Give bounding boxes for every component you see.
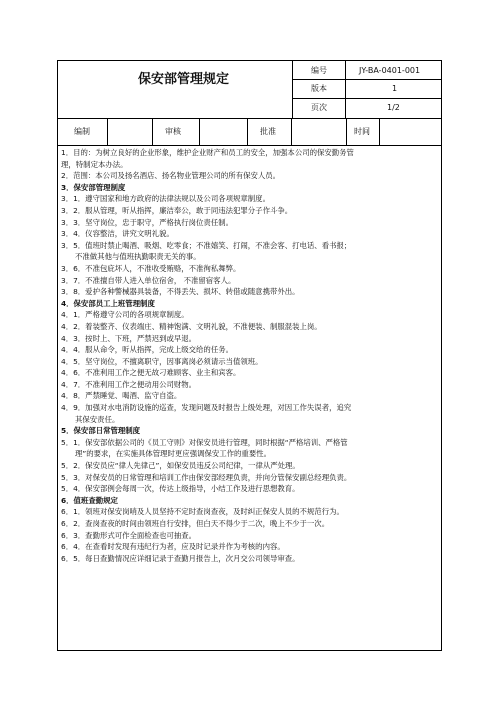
approval-divider <box>247 118 248 145</box>
approval-bottom-border <box>58 145 441 146</box>
body-text-line: 5．2．保安员应“律人先律己”，如保安员违反公司纪律，一律从严处理。 <box>61 461 300 471</box>
code-label: 编号 <box>311 66 327 75</box>
approval-divider <box>379 118 380 145</box>
version-value: 1 <box>392 84 398 93</box>
prepared-label: 编制 <box>74 127 90 136</box>
body-text-line: 4．5．坚守岗位，不擅离职守，因事离岗必须请示当值领班。 <box>61 356 263 366</box>
header-column-divider <box>292 61 293 118</box>
document-title: 保安部管理规定 <box>138 72 230 87</box>
body-text-line: 4．4．服从命令，听从指挥，完成上级交给的任务。 <box>61 345 234 355</box>
header-row-divider <box>292 98 442 99</box>
header-row-divider <box>292 79 442 80</box>
body-text-line: 3．1．遵守国家和地方政府的法律法规以及公司各项规章制度。 <box>61 194 270 204</box>
body-text-line: 4．3．按时上、下班，严禁迟到或早退。 <box>61 333 197 343</box>
body-text-line: 2．范围：本公司及扬名酒店、扬名物业管理公司的所有保安人员。 <box>61 171 281 181</box>
body-text-line: 不准做其他与值班执勤职责无关的事。 <box>75 252 201 262</box>
body-text-line: 4．6．不准利用工作之便无故刁难顾客、业主和宾客。 <box>61 368 241 378</box>
approval-divider <box>152 118 153 145</box>
body-text-line: 3．5．值班时禁止喝酒、吸烟、吃零食；不准嬉笑、打闹，不准会客、打电话、看书报； <box>61 240 352 250</box>
body-text-line: 3．2．服从管理，听从指挥，廉洁奉公，敢于同违法犯罪分子作斗争。 <box>61 205 293 215</box>
body-text-line: 5．1．保安部依据公司的《员工守则》对保安员进行管理，同时根据“严格培训、严格管 <box>61 437 348 447</box>
body-text-line: 4．1．严格遵守公司的各项规章制度。 <box>61 310 189 320</box>
body-text-line: 3．3．坚守岗位，忠于职守，严格执行岗位责任制。 <box>61 217 234 227</box>
body-text-line: 5．3．对保安员的日常管理和培训工作由保安部经理负责，并向分管保安副总经理负责。 <box>61 472 352 482</box>
body-text-line: 3．6．不准包庇坏人，不准收受贿赂，不准徇私舞弊。 <box>61 263 241 273</box>
body-text-line: 6．2．查岗查夜的时间由领班自行安排，但白天不得少于二次，晚上不少于一次。 <box>61 519 330 528</box>
body-text-line: 6．3．查勤形式可作全面检查也可抽查。 <box>61 530 197 540</box>
section-heading: 4．保安部员工上班管理制度 <box>61 298 155 308</box>
body-text-line: 6．4．在查看时发现有违纪行为者，应及时记录并作为考核的内容。 <box>61 542 285 552</box>
date-label: 时间 <box>354 127 370 136</box>
version-label: 版本 <box>311 84 327 93</box>
approval-divider <box>107 118 108 145</box>
body-text-line: 6．5．每日查勤情况应详细记录于查勤月报告上，次月交公司领导审查。 <box>61 553 300 563</box>
body-text-line: 4．2．着装整齐、仪表端庄、精神饱满、文明礼貌，不准便装、制服混装上岗。 <box>61 321 322 331</box>
approval-divider <box>199 118 200 145</box>
body-text-line: 6．1．领班对保安岗哨及人员坚持不定时查岗查夜，及时纠正保安人员的不规范行为。 <box>61 507 344 517</box>
regulation-body <box>61 147 439 564</box>
body-text-line: 4．8．严禁睡觉、喝酒、监守自盗。 <box>61 391 182 401</box>
page-value: 1/2 <box>387 103 400 112</box>
body-text-line: 1．目的：为树立良好的企业形象，维护企业财产和员工的安全，加强本公司的保安勤务管 <box>61 148 354 157</box>
body-text-line: 5．4．保安部例会每周一次，传达上级指导，小结工作及进行思想教育。 <box>61 484 300 494</box>
header-bottom-border <box>58 118 441 119</box>
section-heading: 5．保安部日常管理制度 <box>61 426 141 436</box>
body-text-line: 理”的要求，在实施具体管理时更应强调保安工作的重要性。 <box>75 449 271 459</box>
body-text-line: 3．8．爱护各种警械器具装备，不得丢失、损坏、转借或随意携带外出。 <box>61 287 300 297</box>
section-heading: 3．保安部管理制度 <box>61 182 126 192</box>
code-value: JY-BA-0401-001 <box>359 66 421 75</box>
document-sheet <box>57 60 442 651</box>
body-text-line: 3．7．不准擅自带人进入单位宿舍， 不准留宿客人。 <box>61 275 236 285</box>
approval-divider <box>291 118 292 145</box>
body-text-line: 其保安责任。 <box>75 414 120 424</box>
reviewed-label: 审核 <box>165 127 181 136</box>
body-text-line: 理，特制定本办法。 <box>61 159 128 169</box>
section-heading: 6．值班查勤规定 <box>61 495 118 505</box>
approved-label: 批准 <box>260 127 276 136</box>
approval-divider <box>346 118 347 145</box>
body-text-line: 3．4．仪容整洁，讲究文明礼貌。 <box>61 229 174 239</box>
body-text-line: 4．7．不准利用工作之便动用公司财物。 <box>61 379 197 389</box>
page-label: 页次 <box>311 103 327 112</box>
header-column-divider <box>345 61 346 118</box>
body-text-line: 4．9．加强对水电消防设施的巡查，发现问题及时报告上级处理，对因工作失误者，追究 <box>61 403 352 413</box>
